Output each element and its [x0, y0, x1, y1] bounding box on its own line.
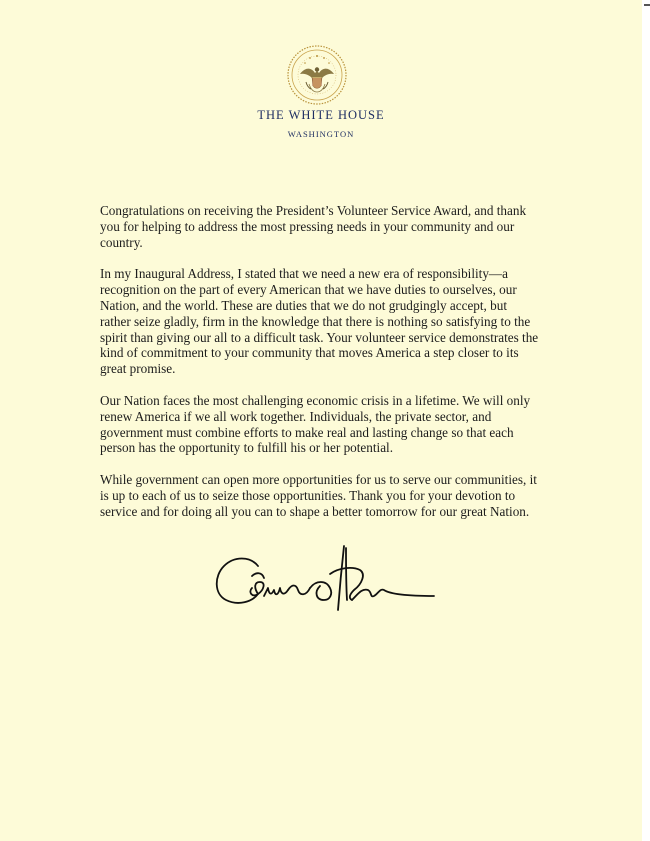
letter-paragraph: While government can open more opportunities for us to serve our communities, it is up to each of us to seize those opportunities. Thank you for your devotion to service and for doing all you can to shape a better tomorrow for our great Nation. [100, 472, 537, 519]
letterhead-subtitle: WASHINGTON [287, 129, 355, 139]
letter-body [100, 203, 540, 536]
letter-paragraph: Congratulations on receiving the President’s Volunteer Service Award, and thank you for helping to address the most pressing needs in your community and our country. [100, 203, 527, 250]
scan-edge-mark [644, 4, 650, 6]
letterhead-title: THE WHITE HOUSE [257, 108, 385, 122]
handwritten-signature-icon [212, 538, 436, 618]
letter-paragraph: In my Inaugural Address, I stated that we need a new era of responsibility—a recognition on the part of every American that we have duties to ourselves, our Nation, and the world. These are duties that we do not grudgingly accept, but rather seize gladly, firm in the knowledge that there is nothing so satisfying to the spirit than giving our all to a difficult task. Your volunteer service demonstrates the kind of commitment to your community that moves America a step closer to its great promise. [100, 266, 539, 377]
presidential-seal-icon [286, 44, 348, 106]
letter-paragraph: Our Nation faces the most challenging economic crisis in a lifetime. We will only renew America if we all work together. Individuals, the private sector, and government must combine efforts to make real and lasting change so that each person has the opportunity to fulfill his or her potential. [100, 392, 531, 456]
